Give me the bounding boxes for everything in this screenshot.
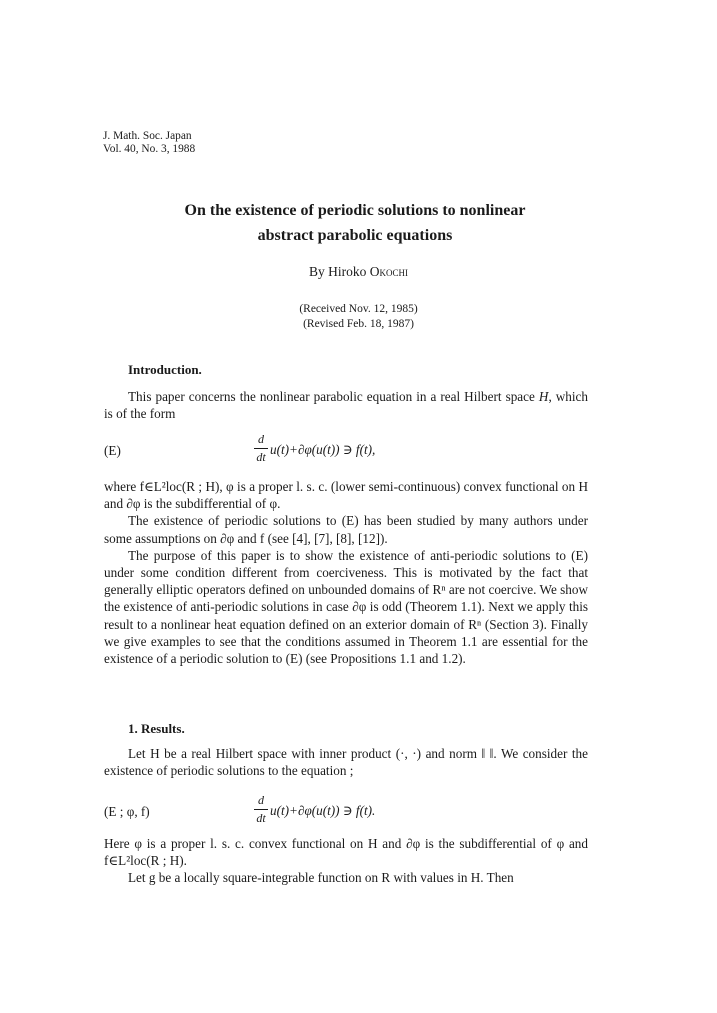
title-line-2: abstract parabolic equations	[257, 227, 453, 244]
title-line-1: On the existence of periodic solutions to nonlinear	[184, 202, 526, 219]
received-date: (Received Nov. 12, 1985)	[299, 303, 418, 315]
paper-title	[90, 198, 620, 248]
equation-E	[104, 432, 588, 472]
equation-E-phi-f-body: u(t)+∂φ(u(t)) ∋ f(t).	[270, 803, 376, 818]
fraction-numerator: d	[258, 432, 264, 446]
section-1-paragraph-1	[104, 745, 588, 779]
fraction-denominator: dt	[256, 450, 266, 464]
journal-citation	[103, 130, 195, 156]
intro-paragraph-3: The existence of periodic solutions to (E) has been studied by many authors under some assumptions on ∂φ and f (see [4], [7], [8], [12]).	[104, 513, 588, 546]
equation-E-fraction	[254, 432, 268, 465]
author-by: By Hiroko	[309, 264, 370, 279]
intro-p1-text-b: , which is of the form	[104, 389, 588, 422]
author-line	[0, 263, 717, 280]
author-surname: Okochi	[369, 264, 408, 279]
fraction-denominator-2: dt	[256, 811, 266, 825]
intro-paragraph-4: The purpose of this paper is to show the existence of anti-periodic solutions to (E) under some condition different from coerciveness. This is motivated by the fact that generally elliptic operators defined on unbounded domains of Rⁿ are not coercive. We show the existence of anti-periodic solutions in case ∂φ is odd (Theorem 1.1). Next we apply this result to a nonlinear heat equation defined on an exterior domain of Rⁿ (Section 3). Finally we give examples to see that the conditions assumed in Theorem 1.1 are essential for the existence of a periodic solution to (E) (see Propositions 1.1 and 1.2).	[104, 547, 588, 667]
introduction-heading: Introduction.	[128, 362, 202, 377]
intro-paragraphs	[104, 478, 588, 667]
equation-E-phi-f	[104, 793, 588, 833]
equation-E-tag: (E)	[104, 443, 121, 458]
revised-date: (Revised Feb. 18, 1987)	[303, 317, 414, 330]
dates-block	[0, 302, 717, 331]
equation-E-body: u(t)+∂φ(u(t)) ∋ f(t),	[270, 442, 376, 457]
intro-p1-text-a: This paper concerns the nonlinear parabolic equation in a real Hilbert space	[128, 389, 539, 404]
fraction-numerator-2: d	[258, 793, 264, 807]
intro-paragraph-2: where f∈L²loc(R ; H), φ is a proper l. s. c. (lower semi-continuous) convex functional on H and ∂φ is the subdifferential of φ.	[104, 479, 588, 512]
equation-E-phi-f-fraction	[254, 793, 268, 826]
section-1-paragraph-3: Let g be a locally square-integrable function on R with values in H. Then	[128, 870, 514, 886]
journal-line-2: Vol. 40, No. 3, 1988	[103, 143, 196, 155]
section-1-heading: 1. Results.	[128, 721, 185, 736]
intro-p1-hilbert: H	[538, 389, 549, 404]
equation-E-phi-f-tag: (E ; φ, f)	[104, 804, 150, 819]
intro-paragraph-1	[104, 388, 588, 422]
journal-line-1: J. Math. Soc. Japan	[103, 130, 192, 142]
section-1-paragraphs	[104, 835, 588, 887]
section-1-p1-text: Let H be a real Hilbert space with inner product (·, ·) and norm ‖ ‖. We consider the existence of periodic solutions to the equation ;	[104, 746, 588, 779]
section-1-paragraph-2: Here φ is a proper l. s. c. convex functional on H and ∂φ is the subdifferential of φ and f∈L²loc(R ; H).	[104, 836, 588, 869]
